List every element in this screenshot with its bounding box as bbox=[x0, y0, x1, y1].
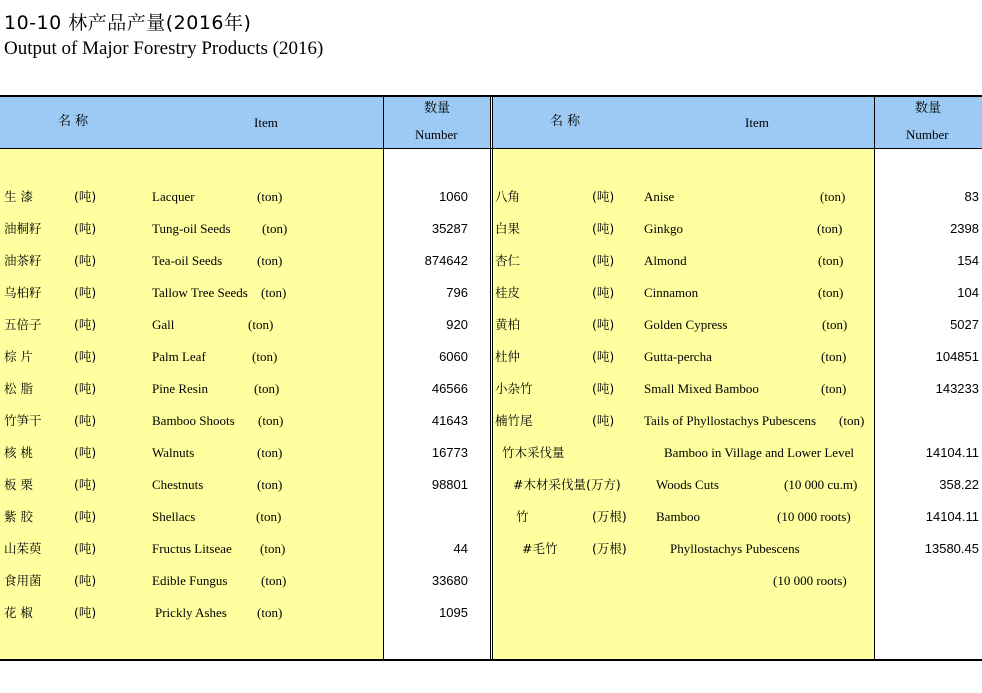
row-unit-cn: (吨) bbox=[74, 509, 97, 524]
row-name-cn: 食用菌 bbox=[4, 573, 42, 588]
row-unit-en: (ton) bbox=[248, 317, 274, 332]
row-unit-cn: (吨) bbox=[74, 605, 97, 620]
vline-2b bbox=[492, 97, 493, 659]
row-name-en: Prickly Ashes bbox=[155, 605, 227, 620]
row-value: 2398 bbox=[950, 221, 979, 236]
vline-3 bbox=[874, 97, 875, 659]
row-unit-cn: (吨) bbox=[74, 381, 97, 396]
row-unit-en: (ton) bbox=[257, 189, 283, 204]
header-qty-en-right: Number bbox=[906, 127, 949, 142]
row-name-en: Golden Cypress bbox=[644, 317, 728, 332]
row-name-en: Tails of Phyllostachys Pubescens bbox=[644, 413, 817, 428]
row-name-en: Edible Fungus bbox=[152, 573, 228, 588]
row-value: 920 bbox=[446, 317, 468, 332]
row-unit-en: (ton) bbox=[260, 541, 286, 556]
row-name-cn: #毛竹 bbox=[522, 541, 558, 556]
row-value: 143233 bbox=[935, 381, 979, 396]
row-unit-cn: (吨) bbox=[74, 189, 97, 204]
header-item-en-left: Item bbox=[254, 115, 278, 130]
row-name-cn: 油茶籽 bbox=[4, 253, 42, 268]
row-name-cn: 生 漆 bbox=[4, 189, 33, 204]
row-name-en: Almond bbox=[644, 253, 687, 268]
row-name-en: Tung-oil Seeds bbox=[152, 221, 231, 236]
row-unit-cn: (吨) bbox=[74, 317, 97, 332]
row-unit-en: (ton) bbox=[254, 381, 280, 396]
row-name-en: Woods Cuts bbox=[656, 477, 719, 492]
row-unit-en: (ton) bbox=[256, 509, 282, 524]
row-unit-en: (ton) bbox=[257, 445, 283, 460]
row-unit-cn: (吨) bbox=[74, 285, 97, 300]
header-qty-en-left: Number bbox=[415, 127, 458, 142]
row-name-cn: 花 椒 bbox=[4, 605, 33, 620]
row-name-cn: 板 栗 bbox=[4, 477, 33, 492]
row-value: 1060 bbox=[439, 189, 468, 204]
row-name-cn: 杏仁 bbox=[495, 253, 521, 268]
row-name-en: Bamboo Shoots bbox=[152, 413, 235, 428]
row-unit-en: (10 000 cu.m) bbox=[784, 477, 858, 492]
row-unit-cn: (吨) bbox=[74, 413, 97, 428]
row-unit-cn: (吨) bbox=[74, 541, 97, 556]
row-unit-cn: (吨) bbox=[74, 477, 97, 492]
table-title-en: Output of Major Forestry Products (2016) bbox=[4, 38, 324, 59]
row-value: 104 bbox=[957, 285, 979, 300]
row-value: 13580.45 bbox=[924, 541, 979, 556]
row-name-cn: 油桐籽 bbox=[4, 221, 42, 236]
row-name-cn: 紫 胶 bbox=[4, 509, 33, 524]
vline-2a bbox=[490, 97, 491, 659]
row-unit-en: (ton) bbox=[817, 221, 843, 236]
row-unit-en: (ton) bbox=[257, 605, 283, 620]
header-name-cn-right: 名 称 bbox=[550, 114, 581, 129]
row-value: 154 bbox=[957, 253, 979, 268]
row-value: 35287 bbox=[431, 221, 468, 236]
row-unit-cn: (吨) bbox=[592, 221, 615, 236]
row-unit-cn: (吨) bbox=[592, 413, 615, 428]
row-name-en: Chestnuts bbox=[152, 477, 204, 492]
row-name-cn: 竹笋干 bbox=[4, 413, 42, 428]
row-unit-en: (ton) bbox=[257, 477, 283, 492]
row-name-en: Bamboo in Village and Lower Level bbox=[664, 445, 854, 460]
row-name-en: Walnuts bbox=[152, 445, 195, 460]
row-unit-cn: (万根) bbox=[592, 541, 627, 556]
row-unit-en: (ton) bbox=[252, 349, 278, 364]
row-value: 5027 bbox=[950, 317, 979, 332]
row-name-en: Fructus Litseae bbox=[152, 541, 232, 556]
row-unit-en: (ton) bbox=[257, 253, 283, 268]
row-name-cn: 棕 片 bbox=[4, 349, 33, 364]
header-qty-cn-right: 数量 bbox=[915, 101, 942, 116]
row-unit-cn: (吨) bbox=[74, 253, 97, 268]
row-value: 16773 bbox=[431, 445, 468, 460]
row-unit-en: (10 000 roots) bbox=[773, 573, 847, 588]
row-value: 14104.11 bbox=[925, 509, 979, 524]
vline-1 bbox=[383, 97, 384, 659]
row-name-cn: #木材采伐量(万方) bbox=[513, 477, 621, 492]
row-unit-en: (ton) bbox=[258, 413, 284, 428]
row-name-en: Palm Leaf bbox=[152, 349, 206, 364]
row-unit-en: (ton) bbox=[821, 381, 847, 396]
row-name-en: Cinnamon bbox=[644, 285, 699, 300]
row-name-cn: 楠竹尾 bbox=[495, 413, 533, 428]
row-value: 874642 bbox=[424, 253, 468, 268]
row-name-en: Small Mixed Bamboo bbox=[644, 381, 759, 396]
row-value: 33680 bbox=[431, 573, 468, 588]
row-name-cn: 竹 bbox=[516, 509, 529, 524]
row-name-cn: 五倍子 bbox=[4, 317, 42, 332]
row-unit-en: (ton) bbox=[818, 285, 844, 300]
row-name-cn: 白果 bbox=[495, 221, 521, 236]
row-name-cn: 黄柏 bbox=[495, 317, 521, 332]
row-unit-en: (ton) bbox=[820, 189, 846, 204]
row-value: 104851 bbox=[935, 349, 979, 364]
row-unit-en: (ton) bbox=[821, 349, 847, 364]
row-name-cn: 桂皮 bbox=[495, 285, 521, 300]
header-item-en-right: Item bbox=[745, 115, 769, 130]
row-unit-cn: (吨) bbox=[74, 573, 97, 588]
row-unit-cn: (吨) bbox=[592, 317, 615, 332]
row-value: 98801 bbox=[431, 477, 468, 492]
row-name-en: Ginkgo bbox=[644, 221, 683, 236]
row-name-en: Shellacs bbox=[152, 509, 196, 524]
row-unit-cn: (吨) bbox=[74, 445, 97, 460]
row-value: 6060 bbox=[439, 349, 468, 364]
row-name-en: Pine Resin bbox=[152, 381, 208, 396]
row-unit-cn: (吨) bbox=[592, 381, 615, 396]
row-unit-cn: (吨) bbox=[592, 349, 615, 364]
row-unit-cn: (吨) bbox=[74, 221, 97, 236]
row-unit-cn: (吨) bbox=[592, 189, 615, 204]
row-value: 44 bbox=[453, 541, 468, 556]
row-value: 83 bbox=[964, 189, 979, 204]
row-name-cn: 山茱萸 bbox=[4, 541, 42, 556]
row-name-cn: 核 桃 bbox=[4, 445, 33, 460]
row-value: 14104.11 bbox=[925, 445, 979, 460]
row-name-en: Anise bbox=[644, 189, 675, 204]
row-unit-en: (ton) bbox=[818, 253, 844, 268]
row-name-en: Lacquer bbox=[152, 189, 195, 204]
row-unit-cn: (万根) bbox=[592, 509, 627, 524]
row-value: 46566 bbox=[431, 381, 468, 396]
row-unit-cn: (吨) bbox=[592, 285, 615, 300]
row-unit-en: (ton) bbox=[822, 317, 848, 332]
header-divider bbox=[0, 148, 982, 149]
row-name-cn: 八角 bbox=[495, 189, 521, 204]
row-name-en: Gutta-percha bbox=[644, 349, 712, 364]
row-unit-en: (ton) bbox=[261, 573, 287, 588]
row-value: 1095 bbox=[439, 605, 468, 620]
row-value: 796 bbox=[446, 285, 468, 300]
row-name-en: Gall bbox=[152, 317, 175, 332]
bottom-rule bbox=[0, 659, 982, 661]
row-unit-en: (10 000 roots) bbox=[777, 509, 851, 524]
row-name-cn: 杜仲 bbox=[495, 349, 521, 364]
row-name-en: Bamboo bbox=[656, 509, 701, 524]
row-name-en: Phyllostachys Pubescens bbox=[670, 541, 800, 556]
row-unit-en: (ton) bbox=[839, 413, 865, 428]
row-unit-cn: (吨) bbox=[592, 253, 615, 268]
row-name-cn: 小杂竹 bbox=[495, 381, 533, 396]
row-unit-cn: (吨) bbox=[74, 349, 97, 364]
row-value: 41643 bbox=[431, 413, 468, 428]
row-name-cn: 乌桕籽 bbox=[4, 285, 42, 300]
header-name-cn-left: 名 称 bbox=[58, 114, 89, 129]
row-unit-en: (ton) bbox=[262, 221, 288, 236]
row-value: 358.22 bbox=[939, 477, 979, 492]
table-title-cn: 10-10 林产品产量(2016年) bbox=[4, 12, 252, 34]
row-name-cn: 竹木采伐量 bbox=[502, 445, 565, 460]
row-name-cn: 松 脂 bbox=[4, 381, 33, 396]
row-name-en: Tallow Tree Seeds bbox=[152, 285, 248, 300]
row-name-en: Tea-oil Seeds bbox=[152, 253, 223, 268]
header-qty-cn-left: 数量 bbox=[424, 101, 451, 116]
row-unit-en: (ton) bbox=[261, 285, 287, 300]
